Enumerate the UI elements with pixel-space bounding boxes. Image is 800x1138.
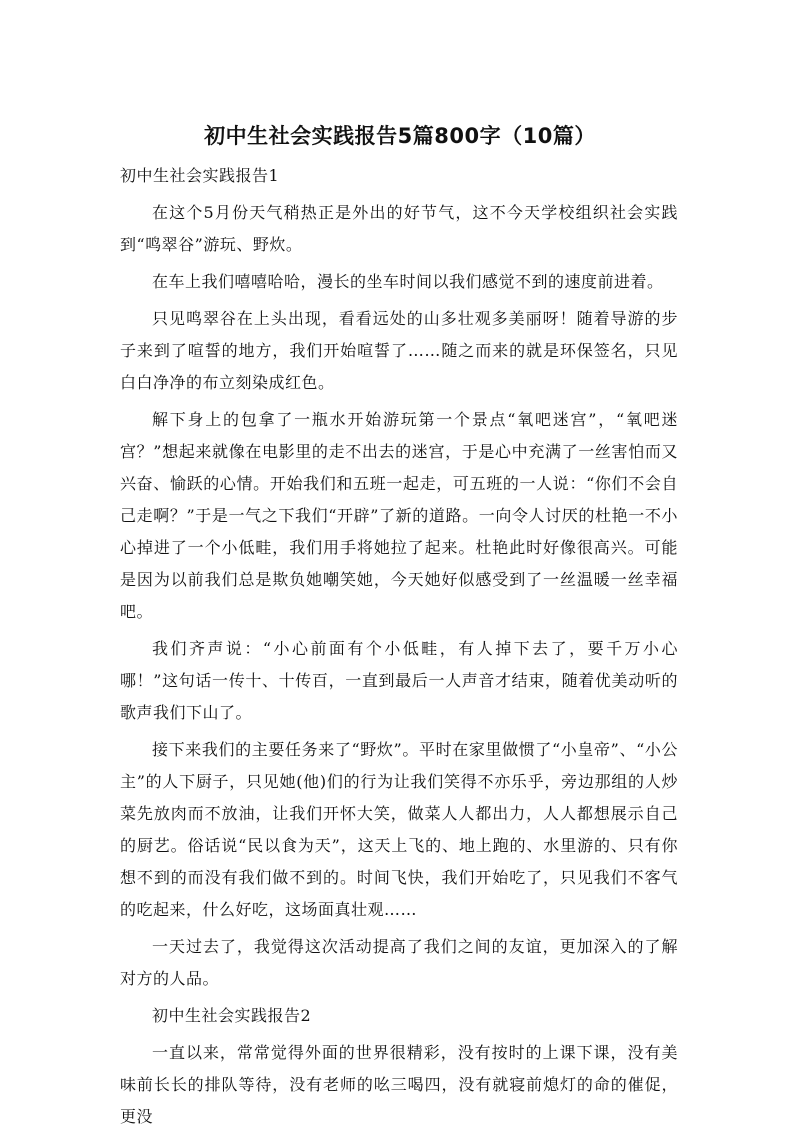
paragraph: 接下来我们的主要任务来了“野炊”。平时在家里做惯了“小皇帝”、“小公主”的人下厨子，只见她(他)们的行为让我们笑得不亦乐乎，旁边那组的人炒菜先放肉而不放油，让我们开怀大笑，做菜人人都出力，人人都想展示自己的厨艺。俗话说“民以食为天”，这天上飞的、地上跑的、水里游的、只有你想不到的而没有我们做不到的。时间飞快，我们开始吃了，只见我们不客气的吃起来，什么好吃，这场面真壮观…… bbox=[120, 740, 678, 919]
paragraph: 一直以来，常常觉得外面的世界很精彩，没有按时的上课下课，没有美味前长长的排队等待，没有老师的吆三喝四，没有就寝前熄灯的命的催促，更没 bbox=[120, 1043, 678, 1126]
paragraph: 我们齐声说：“小心前面有个小低畦，有人掉下去了，要千万小心哪！”这句话一传十、十传百，一直到最后一人声音才结束，随着优美动听的歌声我们下山了。 bbox=[120, 639, 678, 722]
paragraph: 只见鸣翠谷在上头出现，看看远处的山多壮观多美丽呀！随着导游的步子来到了喧誓的地方，我们开始喧誓了……随之而来的就是环保签名，只见白白净净的布立刻染成红色。 bbox=[120, 309, 678, 392]
paragraph: 一天过去了，我觉得这次活动提高了我们之间的友谊，更加深入的了解对方的人品。 bbox=[120, 937, 678, 988]
document-body bbox=[120, 160, 678, 1138]
document-title: 初中生社会实践报告5篇800字（10篇） bbox=[204, 124, 596, 148]
paragraph: 在这个5月份天气稍热正是外出的好节气，这不今天学校组织社会实践到“鸣翠谷”游玩、野炊。 bbox=[120, 203, 678, 254]
section-heading-2: 初中生社会实践报告2 bbox=[152, 1006, 312, 1025]
section-heading-1: 初中生社会实践报告1 bbox=[120, 166, 280, 185]
paragraph: 在车上我们嘻嘻哈哈，漫长的坐车时间以我们感觉不到的速度前进着。 bbox=[152, 272, 664, 291]
paragraph: 解下身上的包拿了一瓶水开始游玩第一个景点“氧吧迷宫”，“氧吧迷宫？”想起来就像在电影里的走不出去的迷宫，于是心中充满了一丝害怕而又兴奋、愉跃的心情。开始我们和五班一起走，可五班的一人说：“你们不会自己走啊？”于是一气之下我们“开辟”了新的道路。一向令人讨厌的杜艳一不小心掉进了一个小低畦，我们用手将她拉了起来。杜艳此时好像很高兴。可能是因为以前我们总是欺负她嘲笑她，今天她好似感受到了一丝温暖一丝幸福吧。 bbox=[120, 410, 678, 621]
